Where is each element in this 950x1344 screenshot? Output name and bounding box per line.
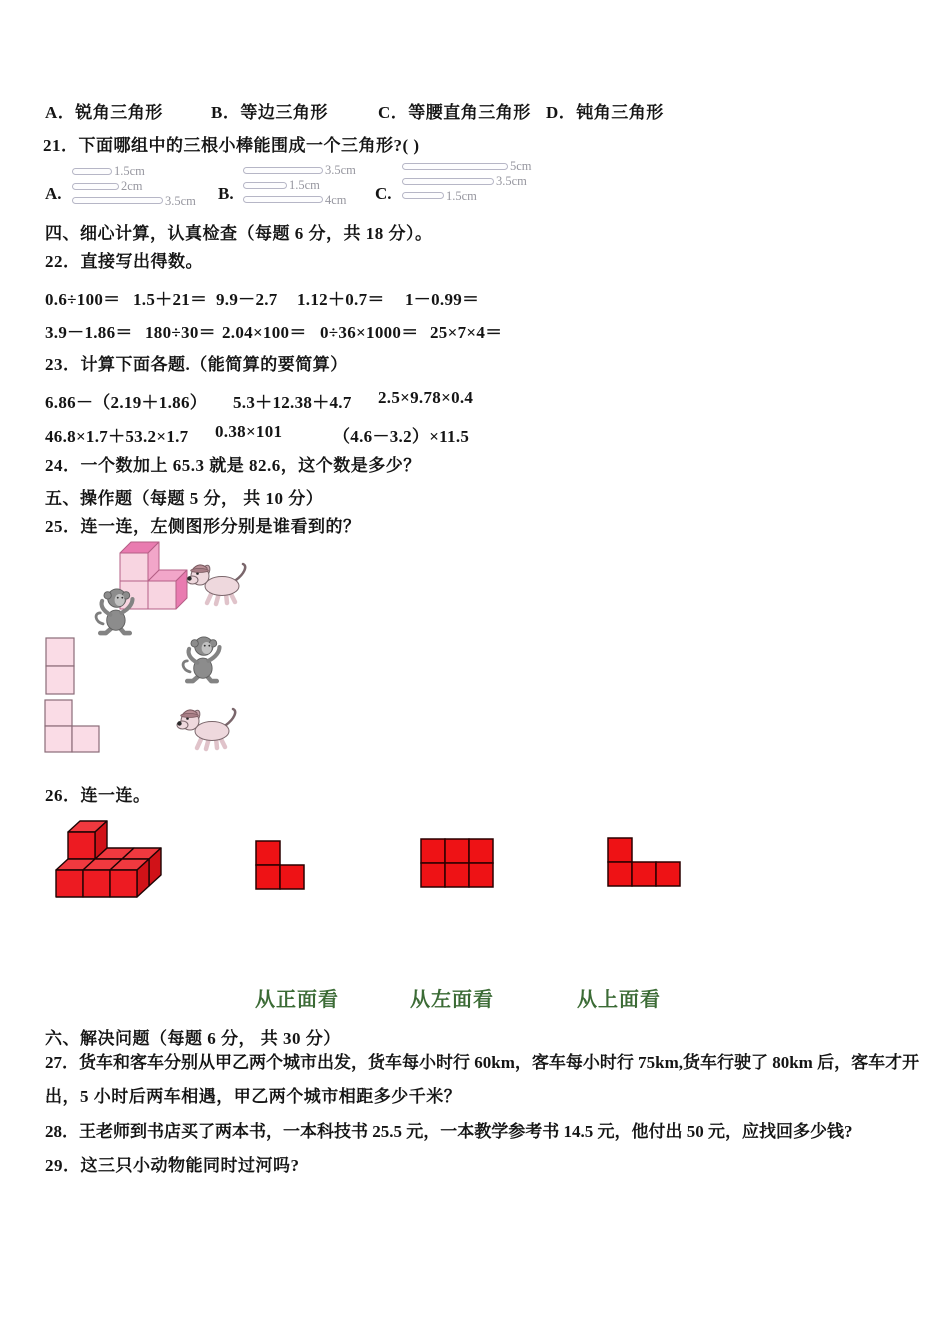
section-4-title: 四、细心计算，认真检查（每题 6 分，共 18 分）。 <box>45 224 433 243</box>
stick-c2 <box>402 178 494 185</box>
view-shape-l <box>44 699 102 754</box>
option-c: C．等腰直角三角形 <box>378 103 531 122</box>
question-28-text: 28．王老师到书店买了两本书，一本科技书 25.5 元，一本教学参考书 14.5 元，他付出 50 元，应找回多少钱? <box>45 1122 853 1141</box>
stick-c1-length: 5cm <box>510 159 532 173</box>
equation: 3.9－1.86＝ <box>45 323 133 342</box>
stick-group-a-label: A. <box>45 184 62 203</box>
stick-b2-length: 1.5cm <box>289 178 320 192</box>
q23-equations-row2 <box>0 422 950 444</box>
equation: 9.9－2.7 <box>216 290 278 309</box>
option-b: B．等边三角形 <box>211 103 328 122</box>
section-5-title: 五、操作题（每题 5 分， 共 10 分） <box>45 489 324 508</box>
dog-icon <box>186 558 250 608</box>
stick-b3-length: 4cm <box>325 193 347 207</box>
q22-equations-row1 <box>0 285 950 307</box>
view-label-front: 从正面看 <box>255 989 339 1011</box>
equation: 46.8×1.7＋53.2×1.7 <box>45 427 189 446</box>
stick-a1 <box>72 168 112 175</box>
stick-a1-length: 1.5cm <box>114 164 145 178</box>
question-27-line1: 27．货车和客车分别从甲乙两个城市出发，货车每小时行 60km，客车每小时行 75km,货车行驶了 80km 后，客车才开 <box>45 1053 920 1072</box>
dog-icon <box>176 703 240 753</box>
view-shape-domino <box>45 637 76 695</box>
option-d: D．钝角三角形 <box>546 103 664 122</box>
stick-c3 <box>402 192 444 199</box>
question-21-text: 21．下面哪组中的三根小棒能围成一个三角形?( ) <box>43 136 420 155</box>
question-24-text: 24．一个数加上 65.3 就是 82.6，这个数是多少？ <box>45 456 421 475</box>
option-a: A．锐角三角形 <box>45 103 163 122</box>
equation: 2.5×9.78×0.4 <box>378 388 474 407</box>
equation: 1－0.99＝ <box>405 290 480 309</box>
view-label-top: 从上面看 <box>577 989 661 1011</box>
stick-b1-length: 3.5cm <box>325 163 356 177</box>
stick-c1 <box>402 163 508 170</box>
stick-c3-length: 1.5cm <box>446 189 477 203</box>
stick-a3 <box>72 197 163 204</box>
monkey-icon <box>179 633 225 685</box>
stick-c2-length: 3.5cm <box>496 174 527 188</box>
q23-equations-row1 <box>0 388 950 410</box>
stick-a3-length: 3.5cm <box>165 194 196 208</box>
view-shape-l-small <box>255 840 306 891</box>
q22-equations-row2 <box>0 318 950 340</box>
question-22-text: 22．直接写出得数。 <box>45 252 203 271</box>
question-26-text: 26．连一连。 <box>45 786 151 805</box>
view-shape-rect-3x2 <box>420 838 495 889</box>
question-29-text: 29．这三只小动物能同时过河吗? <box>45 1156 300 1175</box>
stick-groups <box>0 0 950 220</box>
question-27-line2: 出，5 小时后两车相遇，甲乙两个城市相距多少千米？ <box>45 1087 462 1106</box>
stick-b3 <box>243 196 323 203</box>
stick-b2 <box>243 182 287 189</box>
stick-group-c-label: C. <box>375 184 392 203</box>
stick-b1 <box>243 167 323 174</box>
equation: 1.12＋0.7＝ <box>297 290 385 309</box>
equation: 0÷36×1000＝ <box>320 323 419 342</box>
stick-a2-length: 2cm <box>121 179 143 193</box>
equation: 0.38×101 <box>215 422 283 441</box>
equation: 180÷30＝ <box>145 323 216 342</box>
monkey-icon <box>92 585 138 637</box>
view-label-left: 从左面看 <box>410 989 494 1011</box>
equation: 2.04×100＝ <box>222 323 307 342</box>
question-25-text: 25．连一连，左侧图形分别是谁看到的？ <box>45 517 361 536</box>
equation: 1.5＋21＝ <box>133 290 208 309</box>
equation: 0.6÷100＝ <box>45 290 121 309</box>
view-shape-l-wide <box>607 837 682 888</box>
equation: 6.86－（2.19＋1.86） <box>45 393 208 412</box>
section-6-title: 六、解决问题（每题 6 分， 共 30 分） <box>45 1029 341 1048</box>
question-23-text: 23．计算下面各题.（能简算的要简算） <box>45 355 348 374</box>
equation: （4.6－3.2）×11.5 <box>333 427 470 446</box>
red-cube-structure-3d <box>52 820 164 900</box>
stick-group-b-label: B. <box>218 184 234 203</box>
stick-a2 <box>72 183 119 190</box>
equation: 5.3＋12.38＋4.7 <box>233 393 352 412</box>
equation: 25×7×4＝ <box>430 323 503 342</box>
